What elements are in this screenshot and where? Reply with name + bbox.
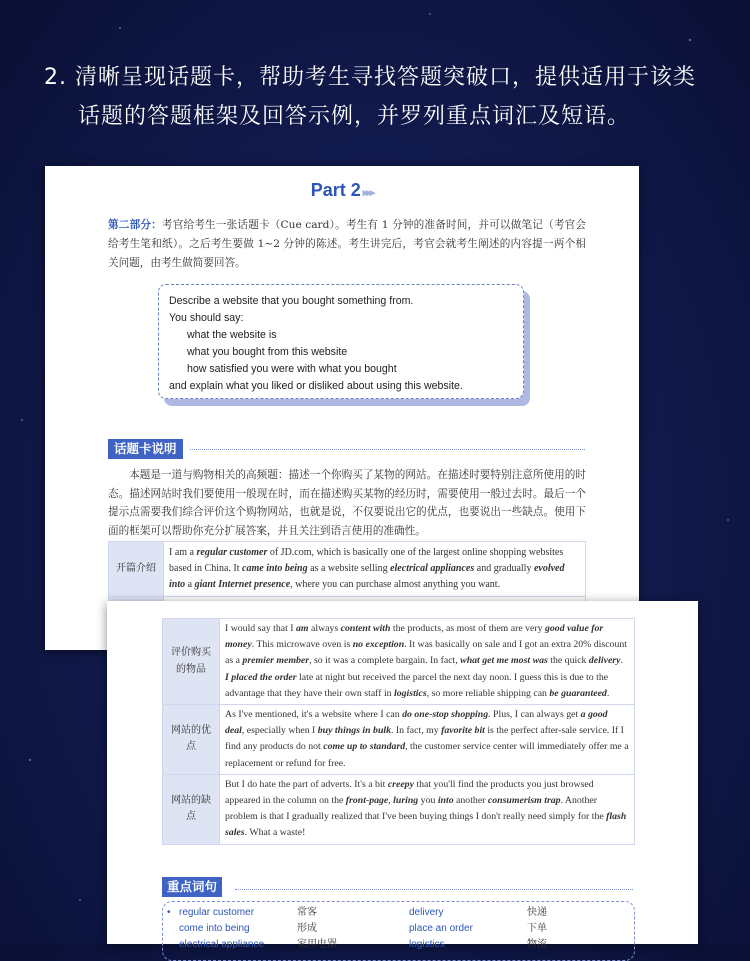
section-divider — [235, 889, 633, 890]
row-label: 网站的优点 — [163, 705, 220, 775]
part-title-text: Part 2 — [310, 180, 361, 200]
vocab-meaning: 形成 — [297, 923, 317, 934]
answer-example-table — [162, 618, 635, 845]
vocab-row — [167, 937, 637, 953]
vocab-row — [167, 921, 637, 937]
intro-lead: 第二部分： — [108, 219, 162, 231]
vocab-term: delivery — [409, 907, 444, 918]
vocab-list — [167, 905, 637, 953]
row-content: As I've mentioned, it's a website where I can do one-stop shopping. Plus, I can always get a good deal, especially when I buy things in bulk. In fact, my favorite bit is the perfect after-sale service. If I find any products do not come up to standard, the customer service center will immediately offer me a replacement or refund for free. — [220, 705, 635, 775]
table-row — [163, 705, 635, 775]
cue-line: You should say: — [169, 312, 244, 324]
row-label: 网站的缺点 — [163, 774, 220, 844]
vocab-meaning: 常客 — [297, 907, 317, 918]
cue-prompt: what you bought from this website — [187, 346, 348, 358]
vocab-term: place an order — [409, 923, 473, 934]
part-title — [45, 180, 639, 201]
vocab-meaning: 家用电器 — [297, 939, 337, 950]
topic-explanation — [108, 466, 586, 540]
intro-text: 考官给考生一张话题卡（Cue card）。考生有 1 分钟的准备时间，并可以做笔记（考官会给考生笔和纸）。之后考生要做 1~2 分钟的陈述。考生讲完后，考官会就考生阐述的内容提一两个相关问题，由考生做简要回答。 — [108, 219, 586, 269]
row-content: I would say that I am always content with the products, as most of them are very good value for money. This microwave oven is no exception. It was basically on sale and I got an extra 20% discount as a premier member, so it was a complete bargain. In fact, what get me most was the quick delivery. I placed the order late at night but received the parcel the next day noon. I guess this is due to the advantage that they have their own staff in logistics, so more reliable shipping can be guaranteed. — [220, 619, 635, 705]
table-row — [109, 542, 586, 597]
cue-card — [158, 284, 524, 399]
vocab-term: electrical appliance — [179, 939, 265, 950]
explanation-text: 本题是一道与购物相关的高频题：描述一个你购买了某物的网站。在描述时要特别注意所使用的时态。描述网站时我们要使用一般现在时，而在描述购买某物的经历时，需要使用一般过去时。最后一个提示点需要我们综合评价这个购物网站，也就是说，不仅要说出它的优点，也要说出一些缺点。使用下面的框架可以帮助你充分扩展答案，并且关注到语言使用的准确性。 — [108, 469, 586, 537]
part-intro — [108, 216, 586, 273]
row-content: I am a regular customer of JD.com, which is basically one of the largest online shopping websites based in China. It came into being as a website selling electrical appliances and gradually evolved into a giant Internet presence, where you can purchase almost anything you want. — [164, 542, 586, 597]
vocab-meaning: 下单 — [527, 923, 547, 934]
vocab-meaning: 快递 — [527, 907, 547, 918]
section-title-vocab: 重点词句 — [162, 877, 222, 897]
section-divider — [190, 449, 585, 450]
row-label: 评价购买的物品 — [163, 619, 220, 705]
row-label: 开篇介绍 — [109, 542, 164, 597]
cue-line: and explain what you liked or disliked about using this website. — [169, 380, 463, 392]
section-title-topic-card: 话题卡说明 — [108, 439, 183, 459]
table-row — [163, 774, 635, 844]
vocab-term: • regular customer — [167, 905, 297, 921]
cue-prompt: what the website is — [187, 329, 277, 341]
book-page-answer — [107, 601, 698, 950]
triple-arrow-icon: ▸▸▸ — [362, 187, 374, 199]
vocab-term: come into being — [179, 923, 250, 934]
headline-line-2: 话题的答题框架及回答示例，并罗列重点词汇及短语。 — [78, 104, 631, 129]
vocab-row — [167, 905, 637, 921]
row-content: But I do hate the part of adverts. It's a bit creepy that you'll find the products you just browsed appeared in the column on the front-page, luring you into another consumerism trap. Another problem is that I gradually realized that I've been buying things I don't really need simply for the flash sales. What a waste! — [220, 774, 635, 844]
cue-prompt: how satisfied you were with what you bought — [187, 363, 397, 375]
headline-line-1: 2. 清晰呈现话题卡，帮助考生寻找答题突破口，提供适用于该类 — [44, 65, 696, 90]
cue-line: Describe a website that you bought something from. — [169, 295, 414, 307]
vocab-term: logistics — [409, 939, 445, 950]
vocab-meaning: 物流 — [527, 939, 547, 950]
book-page-part2 — [45, 166, 639, 650]
headline — [44, 58, 724, 136]
table-row — [163, 619, 635, 705]
